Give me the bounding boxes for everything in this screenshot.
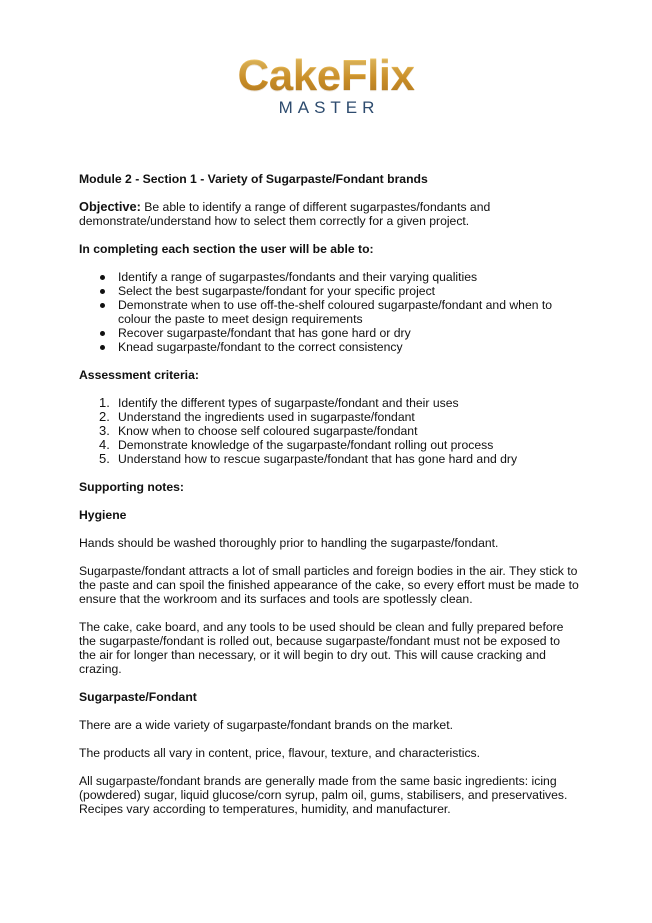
bullet-icon <box>100 345 105 350</box>
list-item-text: Understand the ingredients used in sugarpaste/fondant <box>118 410 415 424</box>
list-item-text: Knead sugarpaste/fondant to the correct consistency <box>118 340 403 354</box>
assessment-heading: Assessment criteria: <box>79 368 199 382</box>
list-item <box>79 452 579 466</box>
hygiene-paragraph-1: Hands should be washed thoroughly prior to handling the sugarpaste/fondant. <box>79 536 499 550</box>
module-title: Module 2 - Section 1 - Variety of Sugarpaste/Fondant brands <box>79 172 428 186</box>
assessment-list <box>79 396 579 466</box>
hygiene-heading: Hygiene <box>79 508 127 522</box>
bullet-icon <box>100 289 105 294</box>
list-item-text: Identify the different types of sugarpaste/fondant and their uses <box>118 396 459 410</box>
objective-label: Objective: <box>79 199 141 214</box>
item-number: 4. <box>99 437 110 452</box>
list-item <box>79 410 579 424</box>
list-item-text: Demonstrate knowledge of the sugarpaste/fondant rolling out process <box>118 438 494 452</box>
sugarpaste-paragraph-3: All sugarpaste/fondant brands are generally made from the same basic ingredients: icing (powdered) sugar, liquid glucose/corn syrup, palm oil, gums, stabilisers, and preservatives. Recipes vary according to temperatures, humidity, and manufacturer. <box>79 774 568 816</box>
list-item-text: Understand how to rescue sugarpaste/fondant that has gone hard and dry <box>118 452 518 466</box>
sugarpaste-paragraph-1: There are a wide variety of sugarpaste/fondant brands on the market. <box>79 718 453 732</box>
list-item <box>79 326 579 340</box>
item-number: 3. <box>99 423 110 438</box>
list-item-text: Identify a range of sugarpastes/fondants and their varying qualities <box>118 270 478 284</box>
list-item <box>79 396 579 410</box>
bullet-icon <box>100 275 105 280</box>
list-item-text: Recover sugarpaste/fondant that has gone hard or dry <box>118 326 411 340</box>
hygiene-paragraph-2: Sugarpaste/fondant attracts a lot of small particles and foreign bodies in the air. They stick to the paste and can spoil the finished appearance of the cake, so every effort must be made to ensure that the workroom and its surfaces and tools are spotlessly clean. <box>79 564 579 606</box>
item-number: 5. <box>99 451 110 466</box>
item-number: 2. <box>99 409 110 424</box>
list-item <box>79 424 579 438</box>
list-item <box>79 284 579 298</box>
outcomes-heading: In completing each section the user will be able to: <box>79 242 374 256</box>
item-number: 1. <box>99 395 110 410</box>
bullet-icon <box>100 331 105 336</box>
objective <box>79 200 579 228</box>
logo-subtitle: MASTER <box>278 98 380 117</box>
outcomes-list <box>79 270 579 354</box>
objective-text: Be able to identify a range of different sugarpastes/fondants and demonstrate/understand how to select them correctly for a given project. <box>79 200 491 228</box>
document-body <box>79 172 579 830</box>
hygiene-paragraph-3: The cake, cake board, and any tools to be used should be clean and fully prepared before the sugarpaste/fondant is rolled out, because sugarpaste/fondant must not be exposed to the air for longer than necessary, or it will begin to dry out. This will cause cracking and crazing. <box>79 620 564 676</box>
list-item <box>79 340 579 354</box>
cakeflix-logo <box>0 52 652 118</box>
logo-wordmark: CakeFlix <box>0 52 652 100</box>
list-item <box>79 298 579 326</box>
list-item-text: Demonstrate when to use off-the-shelf coloured sugarpaste/fondant and when to colour the paste to meet design requirements <box>118 298 553 326</box>
list-item <box>79 270 579 284</box>
supporting-notes-heading: Supporting notes: <box>79 480 184 494</box>
bullet-icon <box>100 303 105 308</box>
list-item-text: Select the best sugarpaste/fondant for your specific project <box>118 284 436 298</box>
list-item <box>79 438 579 452</box>
list-item-text: Know when to choose self coloured sugarpaste/fondant <box>118 424 418 438</box>
sugarpaste-heading: Sugarpaste/Fondant <box>79 690 197 704</box>
sugarpaste-paragraph-2: The products all vary in content, price, flavour, texture, and characteristics. <box>79 746 481 760</box>
